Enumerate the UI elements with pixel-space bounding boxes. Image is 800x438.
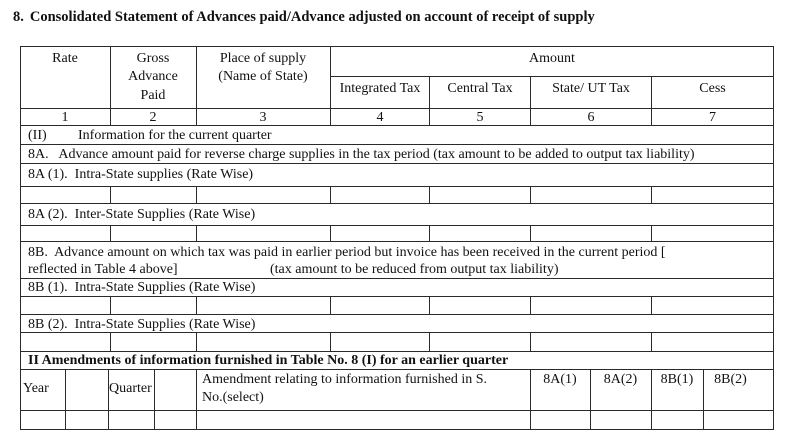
current-quarter-roman: (II) [28,128,47,143]
column-divider [196,186,197,203]
column-divider [651,332,652,351]
rule [20,144,774,145]
column-divider [330,186,331,203]
section-8b-1: 8B (1). Intra-State Supplies (Rate Wise) [28,280,256,295]
header-state-ut-tax: State/ UT Tax [552,81,630,96]
column-number-3: 3 [259,110,267,125]
column-divider [196,369,197,430]
statement-title [13,9,595,26]
column-divider [108,369,109,430]
header-place-line1: Place of supply [219,51,307,66]
header-gross-line3: Paid [140,88,166,103]
column-divider [530,186,531,203]
column-divider [196,296,197,314]
section-8a: 8A. Advance amount paid for reverse charge supplies in the tax period (tax amount to be added to output tax liability) [28,147,695,162]
column-divider [110,332,111,351]
column-divider [65,369,66,430]
header-amount: Amount [529,51,575,66]
column-divider [110,186,111,203]
section-8a-1: 8A (1). Intra-State supplies (Rate Wise) [28,167,254,182]
column-divider [651,296,652,314]
column-divider [154,369,155,430]
title-number: 8. [13,9,24,25]
column-divider [530,225,531,241]
column-divider [330,296,331,314]
rule [20,163,774,164]
amendment-option-8a2[interactable]: 8A(2) [603,372,638,387]
column-divider [330,332,331,351]
column-divider [530,332,531,351]
rule [20,410,774,411]
section-8b-line2b: (tax amount to be reduced from output tax liability) [270,262,559,277]
column-divider [429,225,430,241]
rule [20,203,774,204]
column-number-6: 6 [587,110,595,125]
column-divider [110,225,111,241]
rule [20,369,774,370]
advances-table [20,46,774,430]
column-divider [196,332,197,351]
amendment-option-8b1[interactable]: 8B(1) [660,372,694,387]
rule [20,241,774,242]
column-divider [429,332,430,351]
table-border-bottom [20,429,774,430]
column-divider [651,186,652,203]
title-text: Consolidated Statement of Advances paid/Advance adjusted on account of receipt of supply [29,9,595,25]
table-border-right [773,46,774,430]
amendment-quarter-label: Quarter [109,381,152,396]
column-number-2: 2 [149,110,157,125]
column-number-1: 1 [61,110,69,125]
column-divider [429,296,430,314]
rule [20,314,774,315]
header-cess: Cess [699,81,726,96]
section-8b-line1: 8B. Advance amount on which tax was paid in earlier period but invoice has been received in the current period [ [28,245,666,260]
rule [20,296,774,297]
column-divider [110,296,111,314]
column-divider [330,225,331,241]
table-border-left [20,46,21,430]
header-gross-line1: Gross [136,51,170,66]
column-divider [651,225,652,241]
column-number-7: 7 [709,110,716,125]
column-divider [530,296,531,314]
header-rate: Rate [52,51,78,66]
amendment-option-8b2[interactable]: 8B(2) [714,372,747,387]
header-gross-line2: Advance [128,69,178,84]
header-central-tax: Central Tax [447,81,513,96]
current-quarter-heading: Information for the current quarter [78,128,272,143]
column-divider [196,225,197,241]
column-divider [429,186,430,203]
rule [330,76,774,77]
amendment-year-label: Year [23,381,49,396]
section-8b-line2a: reflected in Table 4 above] [28,262,178,277]
rule [20,186,774,187]
amendment-relating-line2: No.(select) [202,390,264,405]
section-8b-2: 8B (2). Intra-State Supplies (Rate Wise) [28,317,256,332]
column-number-4: 4 [376,110,384,125]
header-integrated-tax: Integrated Tax [339,81,421,96]
table-border-top [20,46,774,47]
amendment-option-8a1[interactable]: 8A(1) [543,372,577,387]
amendments-heading: II Amendments of information furnished in Table No. 8 (I) for an earlier quarter [28,353,509,368]
rule [20,225,774,226]
column-number-5: 5 [476,110,484,125]
amendment-relating-line1: Amendment relating to information furnished in S. [202,372,488,387]
header-place-line2: (Name of State) [218,69,308,84]
section-8a-2: 8A (2). Inter-State Supplies (Rate Wise) [28,207,256,222]
